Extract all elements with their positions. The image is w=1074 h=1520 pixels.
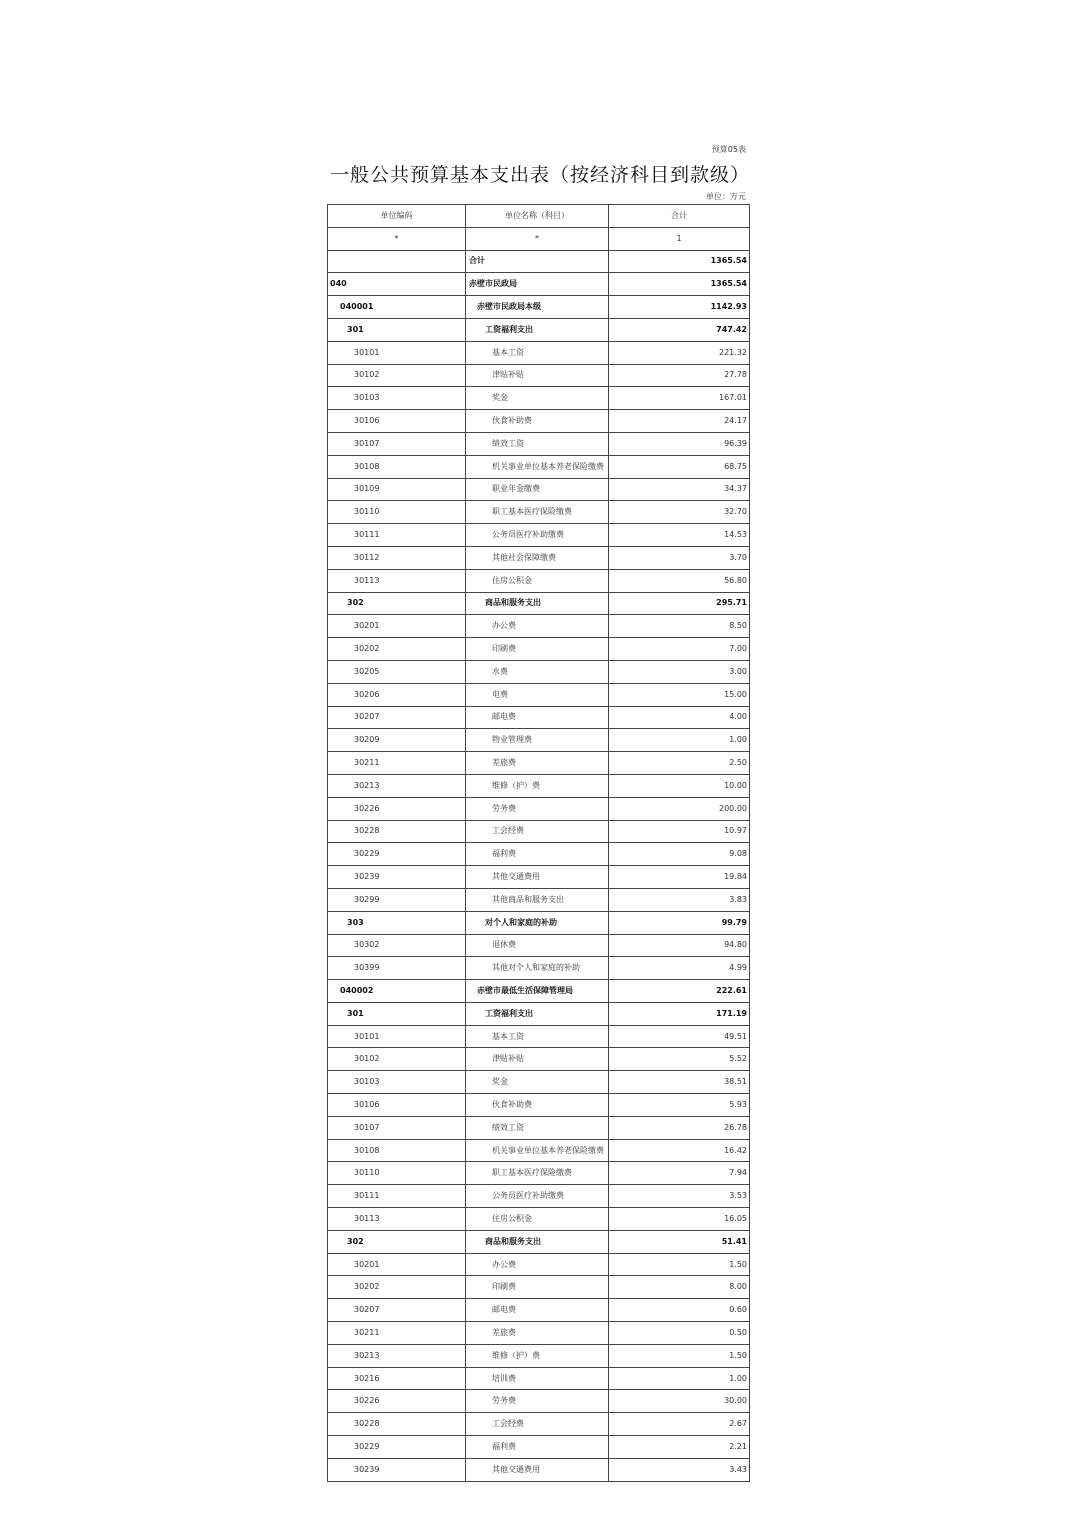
row-amount: 295.71 <box>609 592 750 615</box>
row-name: 津贴补贴 <box>466 1048 609 1071</box>
row-amount: 1.50 <box>609 1253 750 1276</box>
table-row <box>328 296 750 319</box>
row-name: 印刷费 <box>466 638 609 661</box>
row-code: 30102 <box>328 364 466 387</box>
table-row <box>328 1139 750 1162</box>
row-code: 30228 <box>328 1413 466 1436</box>
row-amount: 96.39 <box>609 432 750 455</box>
row-amount: 1365.54 <box>609 273 750 296</box>
row-name: 机关事业单位基本养老保险缴费 <box>466 1139 609 1162</box>
row-code: 30213 <box>328 774 466 797</box>
table-row <box>328 1071 750 1094</box>
row-amount: 3.53 <box>609 1185 750 1208</box>
row-amount: 56.80 <box>609 569 750 592</box>
row-code: 303 <box>328 911 466 934</box>
table-row <box>328 1436 750 1459</box>
row-amount: 3.00 <box>609 660 750 683</box>
table-row <box>328 1276 750 1299</box>
row-code: 30216 <box>328 1367 466 1390</box>
row-amount: 68.75 <box>609 455 750 478</box>
table-row <box>328 592 750 615</box>
table-row <box>328 364 750 387</box>
table-row <box>328 341 750 364</box>
row-code: 30101 <box>328 341 466 364</box>
row-amount: 49.51 <box>609 1025 750 1048</box>
row-code: 30103 <box>328 1071 466 1094</box>
table-row <box>328 1367 750 1390</box>
row-amount: 7.00 <box>609 638 750 661</box>
table-row <box>328 273 750 296</box>
table-row <box>328 524 750 547</box>
row-amount: 8.50 <box>609 615 750 638</box>
table-row <box>328 387 750 410</box>
row-name: 劳务费 <box>466 1390 609 1413</box>
row-code: 30111 <box>328 524 466 547</box>
row-name: 印刷费 <box>466 1276 609 1299</box>
row-code: 30209 <box>328 729 466 752</box>
table-row <box>328 729 750 752</box>
header-total: 合计 <box>609 205 750 228</box>
table-row <box>328 843 750 866</box>
table-row <box>328 1322 750 1345</box>
row-name: 其他商品和服务支出 <box>466 888 609 911</box>
row-name: 培训费 <box>466 1367 609 1390</box>
table-row <box>328 1299 750 1322</box>
row-amount: 15.00 <box>609 683 750 706</box>
table-row <box>328 1025 750 1048</box>
table-index-row <box>328 227 750 250</box>
index-unit-code: * <box>328 227 466 250</box>
row-name: 工会经费 <box>466 820 609 843</box>
table-row <box>328 752 750 775</box>
row-name: 基本工资 <box>466 1025 609 1048</box>
row-code: 30107 <box>328 1116 466 1139</box>
row-code: 30202 <box>328 638 466 661</box>
row-code: 30109 <box>328 478 466 501</box>
row-name: 差旅费 <box>466 752 609 775</box>
row-code: 30107 <box>328 432 466 455</box>
table-row <box>328 250 750 273</box>
row-amount: 0.60 <box>609 1299 750 1322</box>
row-name: 合计 <box>466 250 609 273</box>
row-amount: 7.94 <box>609 1162 750 1185</box>
row-amount: 2.50 <box>609 752 750 775</box>
index-unit-name: * <box>466 227 609 250</box>
row-amount: 4.99 <box>609 957 750 980</box>
row-code: 30110 <box>328 1162 466 1185</box>
row-amount: 2.21 <box>609 1436 750 1459</box>
row-name: 邮电费 <box>466 1299 609 1322</box>
row-code: 30103 <box>328 387 466 410</box>
row-amount: 16.05 <box>609 1208 750 1231</box>
row-name: 赤壁市最低生活保障管理局 <box>466 980 609 1003</box>
table-row <box>328 797 750 820</box>
row-code: 30111 <box>328 1185 466 1208</box>
row-name: 电费 <box>466 683 609 706</box>
row-name: 劳务费 <box>466 797 609 820</box>
table-row <box>328 546 750 569</box>
row-amount: 1365.54 <box>609 250 750 273</box>
row-amount: 2.67 <box>609 1413 750 1436</box>
row-name: 商品和服务支出 <box>466 592 609 615</box>
table-row <box>328 478 750 501</box>
row-amount: 3.70 <box>609 546 750 569</box>
row-name: 维修（护）费 <box>466 1344 609 1367</box>
row-name: 伙食补助费 <box>466 1094 609 1117</box>
row-code: 30113 <box>328 1208 466 1231</box>
row-name: 赤壁市民政局本级 <box>466 296 609 319</box>
row-name: 其他交通费用 <box>466 1458 609 1481</box>
row-code: 30207 <box>328 1299 466 1322</box>
row-amount: 26.78 <box>609 1116 750 1139</box>
budget-table <box>327 204 750 1482</box>
row-name: 职工基本医疗保险缴费 <box>466 1162 609 1185</box>
row-code: 30108 <box>328 1139 466 1162</box>
table-row <box>328 569 750 592</box>
row-name: 住房公积金 <box>466 1208 609 1231</box>
row-amount: 4.00 <box>609 706 750 729</box>
row-code: 302 <box>328 592 466 615</box>
row-code: 30108 <box>328 455 466 478</box>
row-name: 差旅费 <box>466 1322 609 1345</box>
row-name: 福利费 <box>466 843 609 866</box>
row-code: 30112 <box>328 546 466 569</box>
row-code: 30226 <box>328 797 466 820</box>
table-row <box>328 1185 750 1208</box>
row-code: 30202 <box>328 1276 466 1299</box>
row-amount: 14.53 <box>609 524 750 547</box>
table-row <box>328 1458 750 1481</box>
row-code: 30239 <box>328 866 466 889</box>
row-amount: 1.00 <box>609 729 750 752</box>
row-amount: 19.84 <box>609 866 750 889</box>
row-amount: 221.32 <box>609 341 750 364</box>
row-name: 邮电费 <box>466 706 609 729</box>
form-number: 预算05表 <box>711 145 746 154</box>
table-row <box>328 1002 750 1025</box>
index-total: 1 <box>609 227 750 250</box>
row-name: 津贴补贴 <box>466 364 609 387</box>
row-code: 30201 <box>328 615 466 638</box>
row-amount: 5.93 <box>609 1094 750 1117</box>
row-code: 30399 <box>328 957 466 980</box>
row-amount: 27.78 <box>609 364 750 387</box>
row-name: 公务员医疗补助缴费 <box>466 524 609 547</box>
row-name: 机关事业单位基本养老保险缴费 <box>466 455 609 478</box>
row-amount: 5.52 <box>609 1048 750 1071</box>
row-code: 30213 <box>328 1344 466 1367</box>
row-name: 奖金 <box>466 387 609 410</box>
table-row <box>328 934 750 957</box>
row-name: 工会经费 <box>466 1413 609 1436</box>
row-name: 住房公积金 <box>466 569 609 592</box>
row-amount: 167.01 <box>609 387 750 410</box>
row-code: 30211 <box>328 1322 466 1345</box>
row-name: 基本工资 <box>466 341 609 364</box>
row-amount: 99.79 <box>609 911 750 934</box>
table-row <box>328 1094 750 1117</box>
row-amount: 16.42 <box>609 1139 750 1162</box>
row-amount: 3.43 <box>609 1458 750 1481</box>
row-amount: 747.42 <box>609 318 750 341</box>
row-code: 30106 <box>328 1094 466 1117</box>
row-code: 30226 <box>328 1390 466 1413</box>
row-name: 绩效工资 <box>466 432 609 455</box>
row-name: 职业年金缴费 <box>466 478 609 501</box>
table-row <box>328 432 750 455</box>
row-code: 301 <box>328 318 466 341</box>
row-amount: 9.08 <box>609 843 750 866</box>
table-row <box>328 1162 750 1185</box>
row-name: 其他社会保障缴费 <box>466 546 609 569</box>
row-amount: 51.41 <box>609 1230 750 1253</box>
row-name: 工资福利支出 <box>466 318 609 341</box>
table-row <box>328 615 750 638</box>
row-code: 301 <box>328 1002 466 1025</box>
row-name: 退休费 <box>466 934 609 957</box>
table-row <box>328 1048 750 1071</box>
table-row <box>328 1208 750 1231</box>
table-row <box>328 1230 750 1253</box>
row-name: 维修（护）费 <box>466 774 609 797</box>
row-amount: 1142.93 <box>609 296 750 319</box>
table-row <box>328 1116 750 1139</box>
table-row <box>328 774 750 797</box>
row-code: 30205 <box>328 660 466 683</box>
table-row <box>328 1390 750 1413</box>
row-name: 商品和服务支出 <box>466 1230 609 1253</box>
row-code: 040002 <box>328 980 466 1003</box>
row-name: 其他交通费用 <box>466 866 609 889</box>
row-amount: 171.19 <box>609 1002 750 1025</box>
table-row <box>328 410 750 433</box>
table-row <box>328 866 750 889</box>
row-name: 绩效工资 <box>466 1116 609 1139</box>
row-code: 040 <box>328 273 466 296</box>
row-amount: 1.50 <box>609 1344 750 1367</box>
row-name: 其他对个人和家庭的补助 <box>466 957 609 980</box>
row-code: 30229 <box>328 843 466 866</box>
row-name: 职工基本医疗保险缴费 <box>466 501 609 524</box>
row-name: 奖金 <box>466 1071 609 1094</box>
row-code: 30299 <box>328 888 466 911</box>
header-unit-name: 单位名称（科目） <box>466 205 609 228</box>
table-row <box>328 660 750 683</box>
row-amount: 24.17 <box>609 410 750 433</box>
row-name: 工资福利支出 <box>466 1002 609 1025</box>
row-amount: 1.00 <box>609 1367 750 1390</box>
row-code <box>328 250 466 273</box>
table-row <box>328 820 750 843</box>
row-name: 公务员医疗补助缴费 <box>466 1185 609 1208</box>
row-amount: 32.70 <box>609 501 750 524</box>
table-row <box>328 980 750 1003</box>
table-row <box>328 957 750 980</box>
row-amount: 222.61 <box>609 980 750 1003</box>
table-row <box>328 1344 750 1367</box>
header-unit-code: 单位编码 <box>328 205 466 228</box>
table-row <box>328 1253 750 1276</box>
row-name: 对个人和家庭的补助 <box>466 911 609 934</box>
row-code: 30201 <box>328 1253 466 1276</box>
row-code: 30102 <box>328 1048 466 1071</box>
row-amount: 0.50 <box>609 1322 750 1345</box>
row-amount: 8.00 <box>609 1276 750 1299</box>
row-code: 30101 <box>328 1025 466 1048</box>
row-amount: 3.83 <box>609 888 750 911</box>
row-code: 30113 <box>328 569 466 592</box>
table-row <box>328 455 750 478</box>
table-row <box>328 706 750 729</box>
row-amount: 30.00 <box>609 1390 750 1413</box>
row-code: 30239 <box>328 1458 466 1481</box>
row-code: 040001 <box>328 296 466 319</box>
table-row <box>328 318 750 341</box>
row-amount: 38.51 <box>609 1071 750 1094</box>
row-code: 30207 <box>328 706 466 729</box>
row-name: 办公费 <box>466 615 609 638</box>
unit-label: 单位：万元 <box>706 192 746 201</box>
row-code: 30110 <box>328 501 466 524</box>
row-amount: 200.00 <box>609 797 750 820</box>
row-amount: 34.37 <box>609 478 750 501</box>
row-code: 30229 <box>328 1436 466 1459</box>
row-code: 30228 <box>328 820 466 843</box>
table-row <box>328 683 750 706</box>
table-row <box>328 888 750 911</box>
page-title: 一般公共预算基本支出表（按经济科目到款级） <box>329 164 750 186</box>
row-code: 30211 <box>328 752 466 775</box>
row-code: 302 <box>328 1230 466 1253</box>
row-code: 30206 <box>328 683 466 706</box>
table-row <box>328 638 750 661</box>
row-amount: 10.00 <box>609 774 750 797</box>
table-row <box>328 911 750 934</box>
row-name: 伙食补助费 <box>466 410 609 433</box>
row-amount: 94.80 <box>609 934 750 957</box>
row-name: 物业管理费 <box>466 729 609 752</box>
row-code: 30302 <box>328 934 466 957</box>
row-name: 赤壁市民政局 <box>466 273 609 296</box>
row-name: 水费 <box>466 660 609 683</box>
table-header-row <box>328 205 750 228</box>
row-amount: 10.97 <box>609 820 750 843</box>
row-name: 福利费 <box>466 1436 609 1459</box>
row-code: 30106 <box>328 410 466 433</box>
table-row <box>328 501 750 524</box>
table-row <box>328 1413 750 1436</box>
row-name: 办公费 <box>466 1253 609 1276</box>
